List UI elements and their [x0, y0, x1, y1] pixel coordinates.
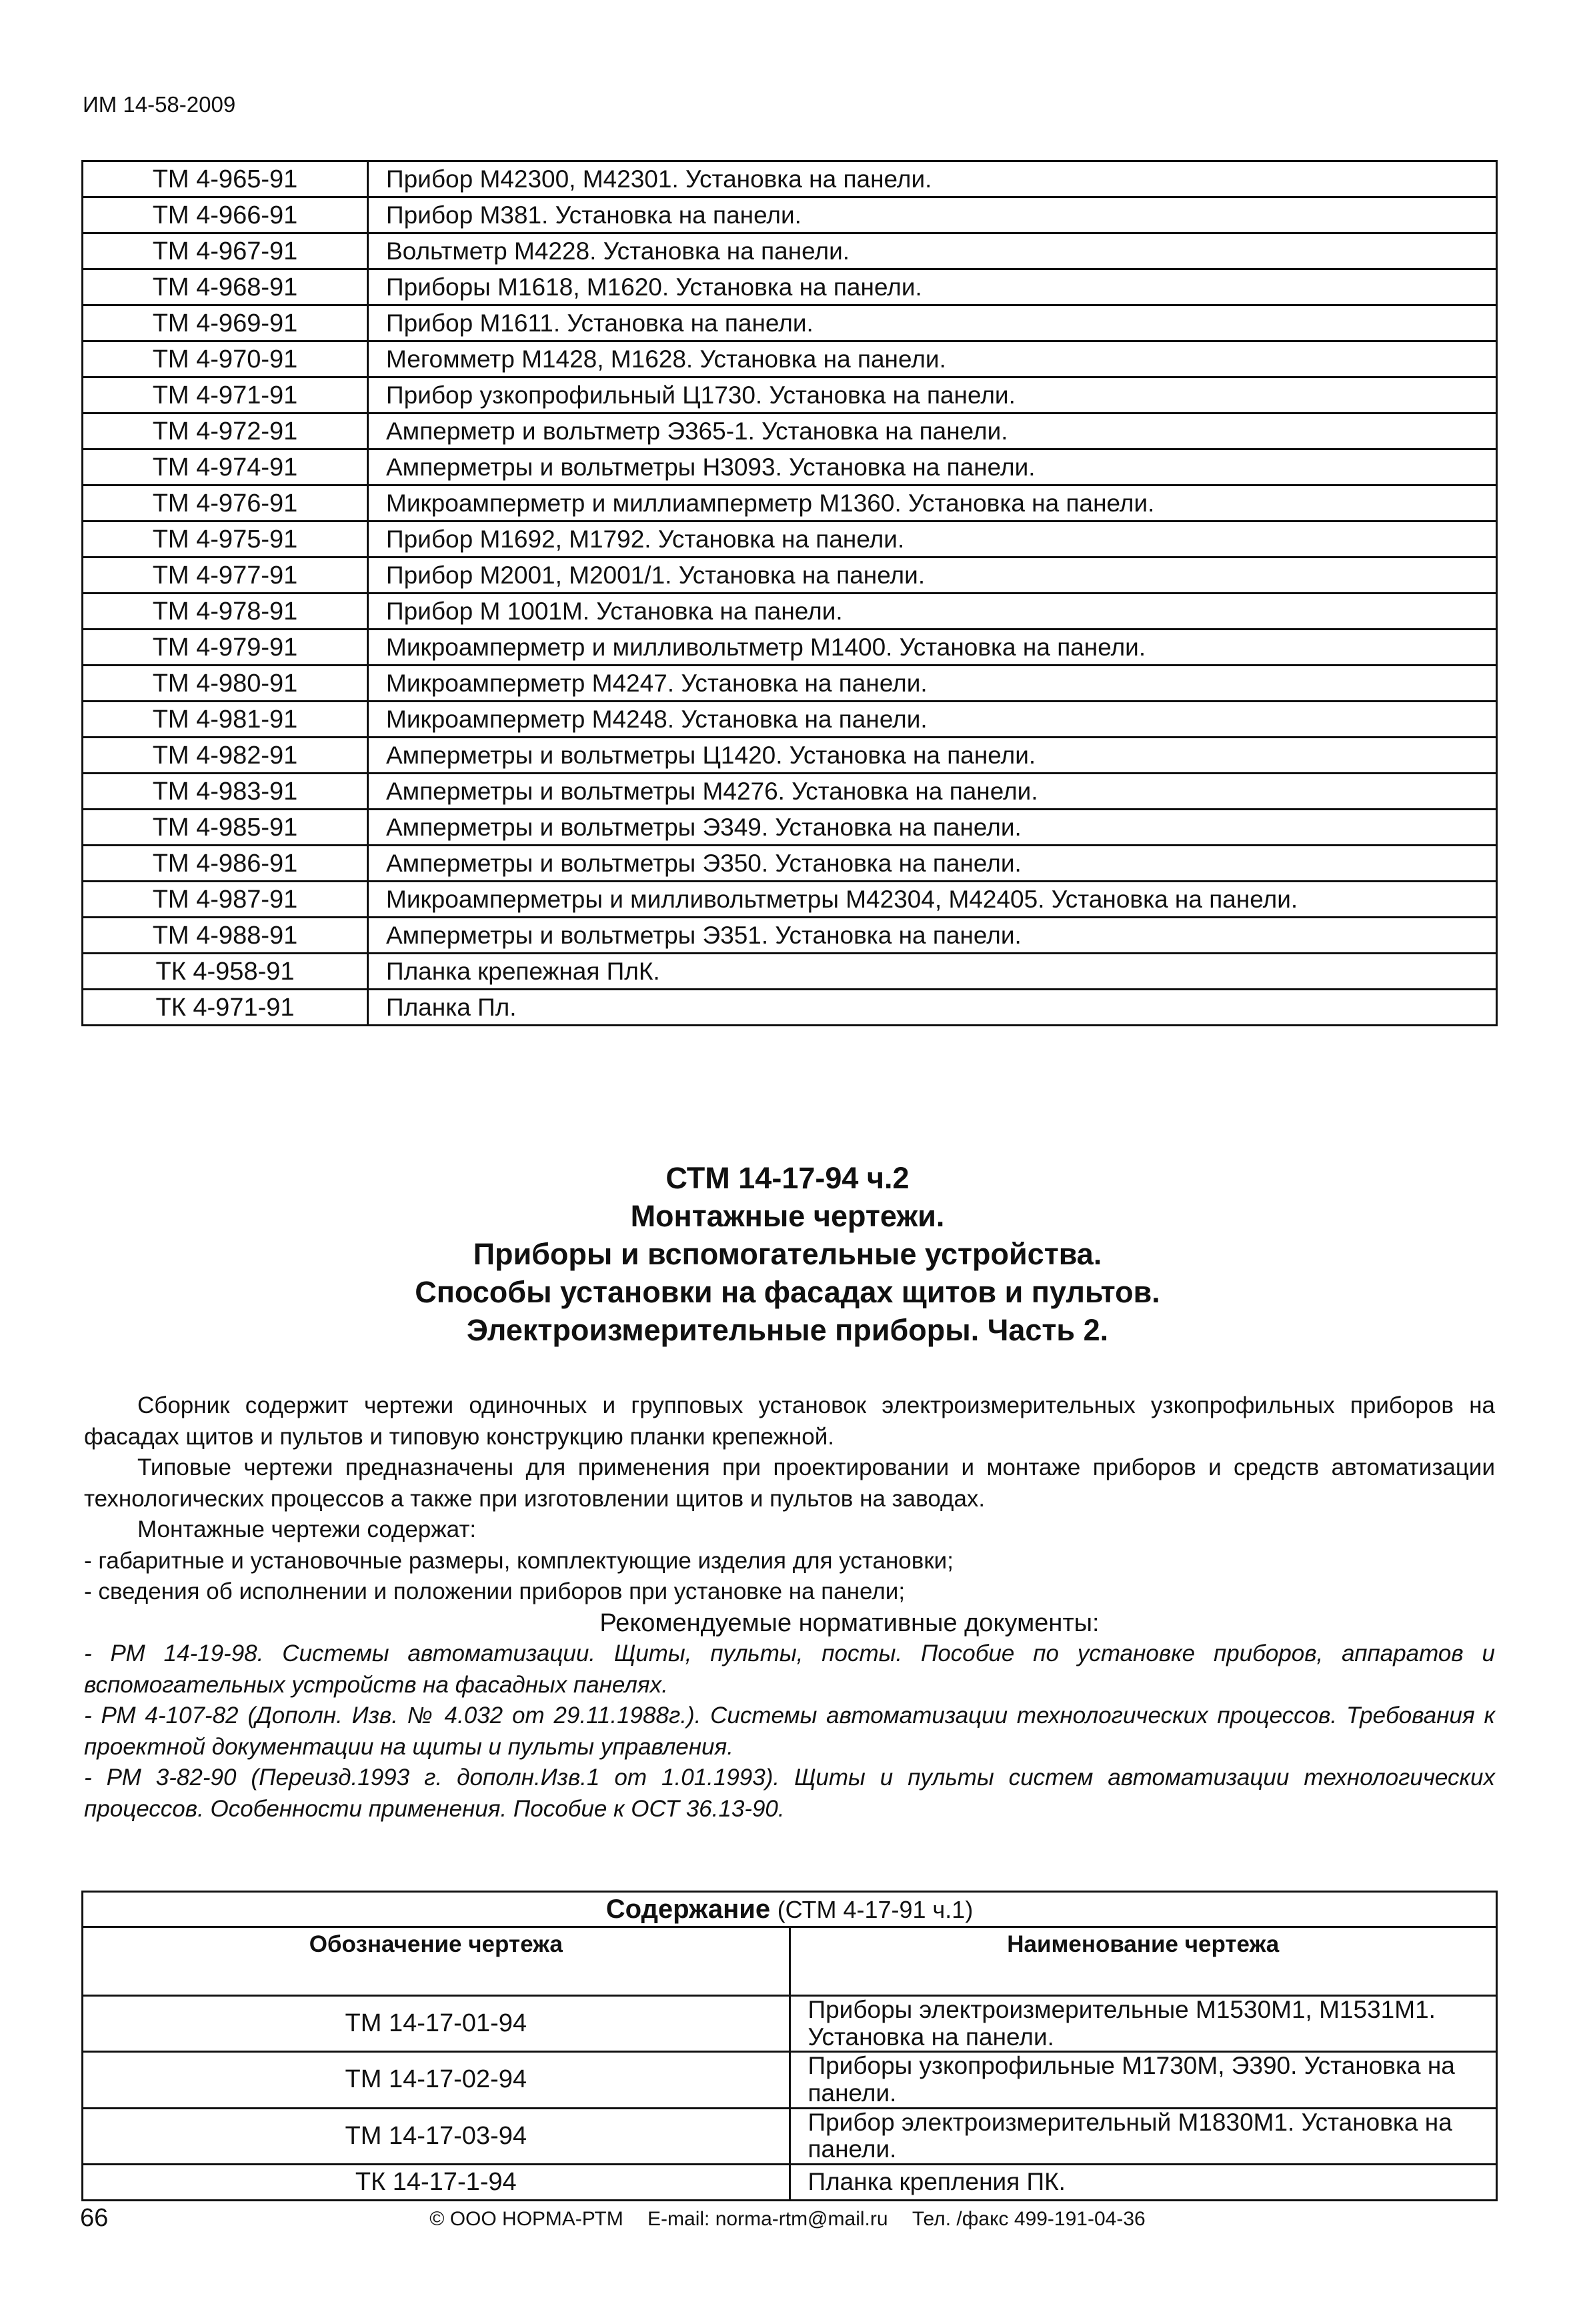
drawing-code-cell: ТМ 4-968-91: [83, 269, 368, 305]
description-bullet: - сведения об исполнении и положении приборов при установке на панели;: [84, 1578, 906, 1604]
copyright-text: © ООО НОРМА-РТМ: [429, 2208, 623, 2230]
recommended-doc: - РМ 3-82-90 (Переизд.1993 г. дополн.Изв.1 от 1.01.1993). Щиты и пульты систем автоматизации технологических процессов. Особенности применения. Пособие к ОСТ 36.13-90.: [84, 1765, 1495, 1822]
drawing-name-cell: Амперметры и вольтметры Ц1420. Установка на панели.: [368, 738, 1497, 774]
contents-header-row: [83, 1927, 1497, 1996]
drawings-list-table: [81, 160, 1498, 1026]
drawing-name-cell: Прибор М2001, М2001/1. Установка на панели.: [368, 557, 1497, 594]
table-row: [83, 666, 1497, 702]
drawing-name-cell: Прибор М381. Установка на панели.: [368, 197, 1497, 233]
drawing-name-cell: Прибор электроизмерительный М1830М1. Установка на панели.: [790, 2108, 1497, 2164]
drawing-name-cell: Амперметры и вольтметры Э350. Установка на панели.: [368, 846, 1497, 882]
contents-table: [81, 1891, 1498, 2201]
column-header-code: Обозначение чертежа: [83, 1927, 790, 1996]
drawing-code-cell: ТМ 4-977-91: [83, 557, 368, 594]
description-paragraph: Монтажные чертежи содержат:: [137, 1516, 477, 1542]
drawing-name-cell: Прибор М1611. Установка на панели.: [368, 305, 1497, 341]
drawing-code-cell: ТМ 4-981-91: [83, 702, 368, 738]
drawing-name-cell: Микроамперметры и милливольтметры М42304, М42405. Установка на панели.: [368, 882, 1497, 918]
drawing-name-cell: Микроамперметр М4248. Установка на панели.: [368, 702, 1497, 738]
table-row: [83, 233, 1497, 269]
drawing-name-cell: Микроамперметр и миллиамперметр М1360. Установка на панели.: [368, 485, 1497, 521]
drawing-code-cell: ТМ 4-985-91: [83, 810, 368, 846]
table-row: [83, 774, 1497, 810]
drawing-name-cell: Планка крепления ПК.: [790, 2165, 1497, 2201]
drawing-code-cell: ТМ 4-986-91: [83, 846, 368, 882]
drawing-code-cell: ТМ 4-988-91: [83, 918, 368, 954]
document-code: ИМ 14-58-2009: [83, 92, 236, 117]
drawing-name-cell: Приборы М1618, М1620. Установка на панели.: [368, 269, 1497, 305]
drawing-name-cell: Амперметры и вольтметры Н3093. Установка на панели.: [368, 449, 1497, 485]
section-title-line: Способы установки на фасадах щитов и пультов.: [415, 1275, 1160, 1309]
drawing-name-cell: Мегомметр М1428, М1628. Установка на панели.: [368, 341, 1497, 377]
table-row: [83, 269, 1497, 305]
drawing-name-cell: Планка Пл.: [368, 990, 1497, 1026]
drawing-code-cell: ТК 14-17-1-94: [83, 2165, 790, 2201]
table-row: [83, 2108, 1497, 2164]
footer-info: [0, 2208, 1575, 2231]
section-title-line: Электроизмерительные приборы. Часть 2.: [466, 1313, 1109, 1347]
table-row: [83, 485, 1497, 521]
section-title-line: Приборы и вспомогательные устройства.: [473, 1237, 1102, 1271]
contents-body: [83, 1892, 1497, 2201]
table-row: [83, 702, 1497, 738]
table-row: [83, 846, 1497, 882]
contents-caption: [83, 1892, 1497, 1927]
drawing-code-cell: ТМ 4-972-91: [83, 413, 368, 449]
drawing-code-cell: ТМ 4-970-91: [83, 341, 368, 377]
table-row: [83, 2165, 1497, 2201]
drawing-code-cell: ТМ 4-966-91: [83, 197, 368, 233]
contents-caption-title: Содержание: [605, 1894, 771, 1924]
table-row: [83, 197, 1497, 233]
table-row: [83, 413, 1497, 449]
table-row: [83, 341, 1497, 377]
drawing-name-cell: Микроамперметр М4247. Установка на панели.: [368, 666, 1497, 702]
section-title-line: СТМ 14-17-94 ч.2: [665, 1161, 910, 1195]
drawing-code-cell: ТМ 4-975-91: [83, 521, 368, 557]
drawing-name-cell: Амперметры и вольтметры Э349. Установка на панели.: [368, 810, 1497, 846]
table-row: [83, 305, 1497, 341]
drawing-code-cell: ТМ 4-987-91: [83, 882, 368, 918]
drawing-code-cell: ТМ 14-17-01-94: [83, 1996, 790, 2052]
drawing-name-cell: Амперметры и вольтметры Э351. Установка на панели.: [368, 918, 1497, 954]
drawing-code-cell: ТМ 4-980-91: [83, 666, 368, 702]
table-row: [83, 882, 1497, 918]
table-row: [83, 161, 1497, 197]
column-header-name: Наименование чертежа: [790, 1927, 1497, 1996]
section-heading: [0, 1159, 1575, 1349]
description-paragraph: Типовые чертежи предназначены для применения при проектировании и монтаже приборов и средств автоматизации технологических процессов а также при изготовлении щитов и пультов на заводах.: [84, 1454, 1495, 1512]
drawing-name-cell: Приборы узкопрофильные М1730М, Э390. Установка на панели.: [790, 2052, 1497, 2108]
drawing-code-cell: ТМ 4-979-91: [83, 630, 368, 666]
drawing-code-cell: ТМ 4-983-91: [83, 774, 368, 810]
drawing-name-cell: Приборы электроизмерительные М1530М1, М1531М1. Установка на панели.: [790, 1996, 1497, 2052]
drawing-code-cell: ТМ 4-974-91: [83, 449, 368, 485]
drawing-code-cell: ТМ 4-969-91: [83, 305, 368, 341]
page-footer: [0, 2204, 1575, 2237]
drawing-name-cell: Амперметры и вольтметры М4276. Установка на панели.: [368, 774, 1497, 810]
drawing-code-cell: ТК 4-958-91: [83, 954, 368, 990]
email-text: E-mail: norma-rtm@mail.ru: [647, 2208, 888, 2230]
description-paragraph: Сборник содержит чертежи одиночных и групповых установок электроизмерительных узкопрофильных приборов на фасадах щитов и пультов и типовую конструкцию планки крепежной.: [84, 1392, 1495, 1450]
drawing-name-cell: Прибор узкопрофильный Ц1730. Установка на панели.: [368, 377, 1497, 413]
page-number: 66: [80, 2204, 109, 2232]
drawing-name-cell: Прибор М42300, М42301. Установка на панели.: [368, 161, 1497, 197]
table-row: [83, 594, 1497, 630]
table-row: [83, 449, 1497, 485]
recommended-doc: - РМ 4-107-82 (Дополн. Изв. № 4.032 от 29.11.1988г.). Системы автоматизации технологических процессов. Требования к проектной документации на щиты и пульты управления.: [84, 1702, 1495, 1760]
contents-caption-row: [83, 1892, 1497, 1927]
drawing-name-cell: Прибор М1692, М1792. Установка на панели.: [368, 521, 1497, 557]
drawing-code-cell: ТМ 14-17-02-94: [83, 2052, 790, 2108]
drawing-code-cell: ТМ 4-982-91: [83, 738, 368, 774]
table-row: [83, 918, 1497, 954]
table-row: [83, 1996, 1497, 2052]
drawing-name-cell: Амперметр и вольтметр Э365-1. Установка на панели.: [368, 413, 1497, 449]
drawing-code-cell: ТМ 4-978-91: [83, 594, 368, 630]
drawing-name-cell: Вольтметр М4228. Установка на панели.: [368, 233, 1497, 269]
drawing-code-cell: ТМ 4-965-91: [83, 161, 368, 197]
table-row: [83, 954, 1497, 990]
drawing-code-cell: ТМ 4-971-91: [83, 377, 368, 413]
table-row: [83, 630, 1497, 666]
section-description: [84, 1390, 1495, 1825]
drawing-name-cell: Планка крепежная ПлК.: [368, 954, 1497, 990]
drawing-name-cell: Прибор М 1001М. Установка на панели.: [368, 594, 1497, 630]
drawing-code-cell: ТМ 4-967-91: [83, 233, 368, 269]
drawings-list-body: [83, 161, 1497, 1026]
drawing-name-cell: Микроамперметр и милливольтметр М1400. Установка на панели.: [368, 630, 1497, 666]
table-row: [83, 738, 1497, 774]
table-row: [83, 810, 1497, 846]
drawing-code-cell: ТК 4-971-91: [83, 990, 368, 1026]
table-row: [83, 990, 1497, 1026]
table-row: [83, 2052, 1497, 2108]
phone-text: Тел. /факс 499-191-04-36: [912, 2208, 1146, 2230]
description-bullet: - габаритные и установочные размеры, комплектующие изделия для установки;: [84, 1547, 954, 1574]
table-row: [83, 377, 1497, 413]
table-row: [83, 521, 1497, 557]
contents-caption-ref: (СТМ 4-17-91 ч.1): [777, 1895, 974, 1923]
drawing-code-cell: ТМ 4-976-91: [83, 485, 368, 521]
recommended-doc: - РМ 14-19-98. Системы автоматизации. Щиты, пульты, посты. Пособие по установке приборов, аппаратов и вспомогательных устройств на фасадных панелях.: [84, 1640, 1495, 1698]
section-title-line: Монтажные чертежи.: [630, 1199, 945, 1233]
recommended-docs-title: Рекомендуемые нормативные документы:: [599, 1608, 1100, 1637]
drawing-code-cell: ТМ 14-17-03-94: [83, 2108, 790, 2164]
table-row: [83, 557, 1497, 594]
